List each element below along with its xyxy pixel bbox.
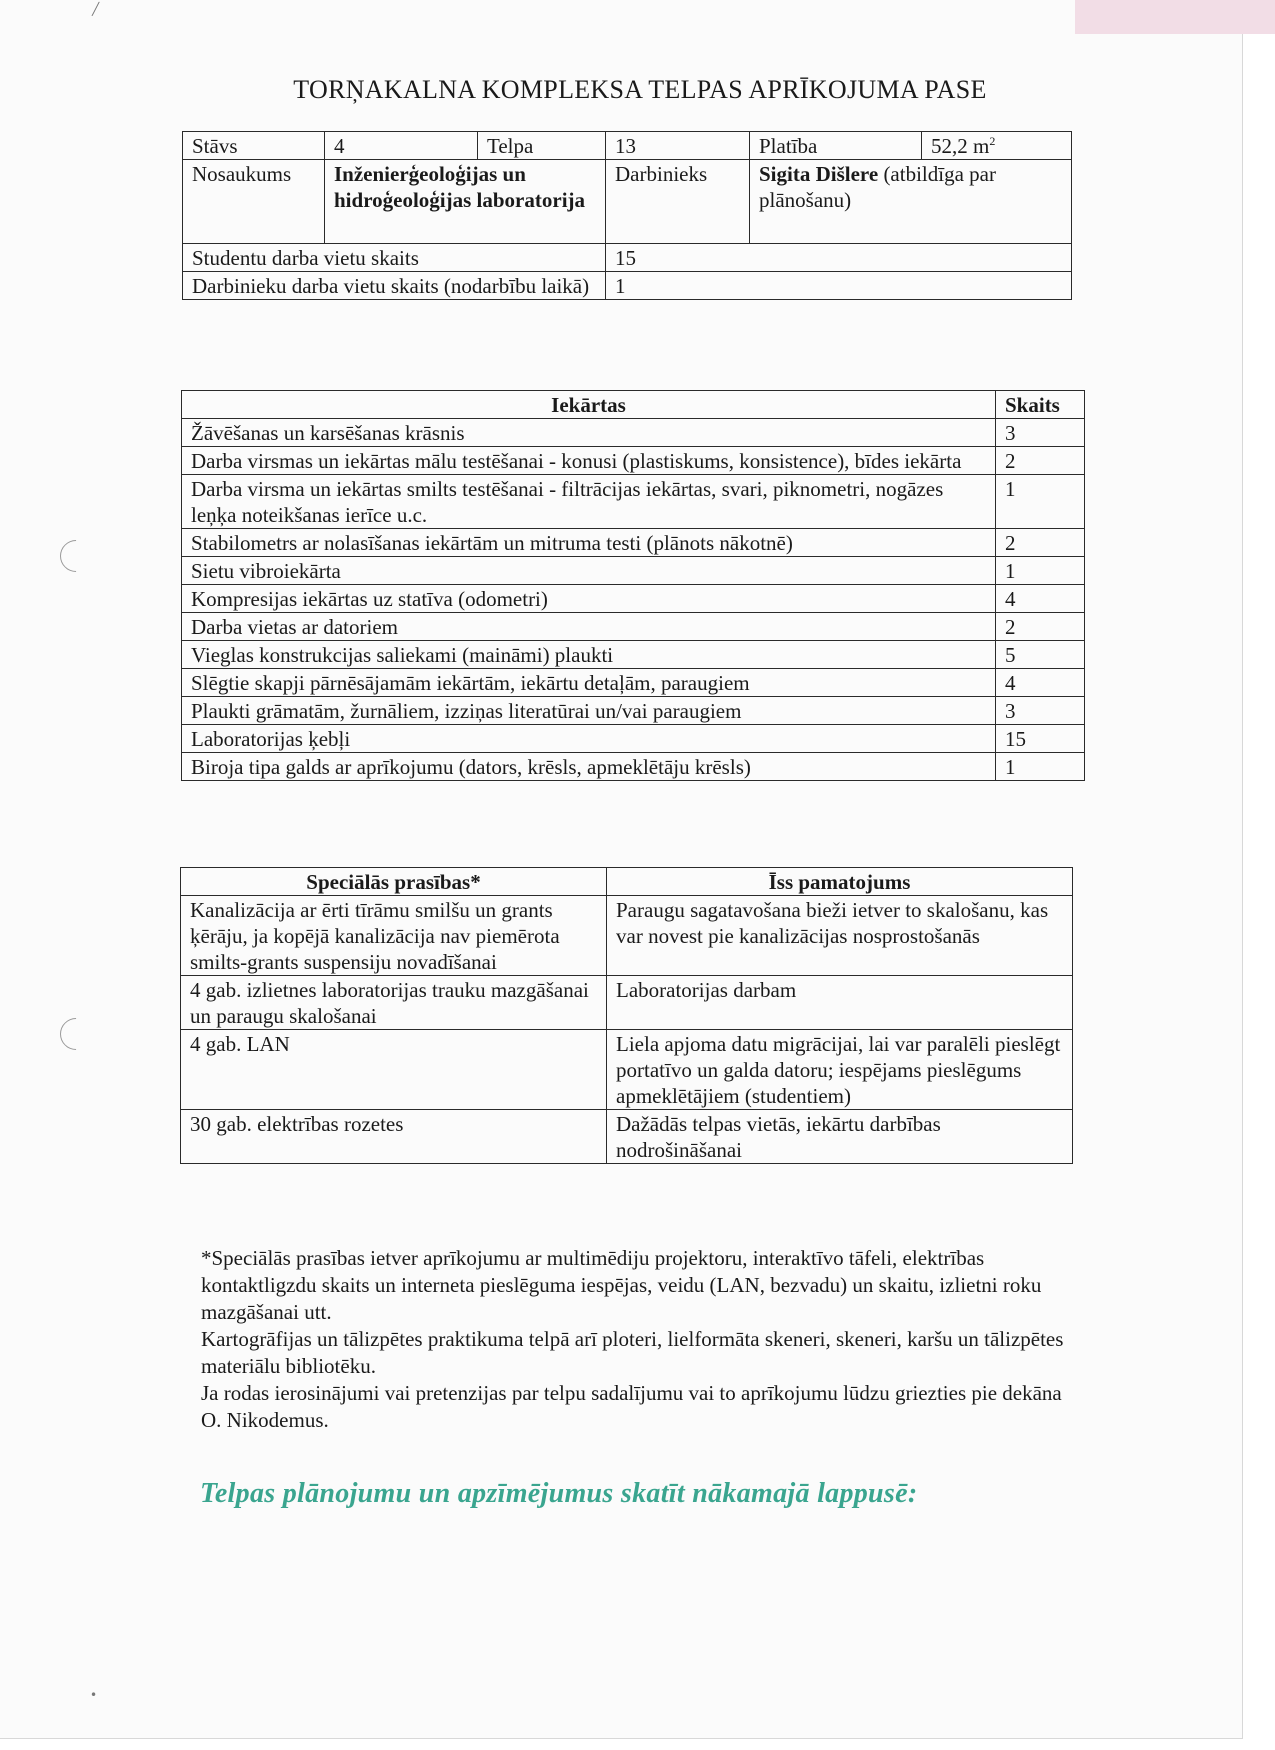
employee-note: (atbildīga par plānošanu) [759,162,996,212]
special-row [181,1110,1073,1164]
scan-mark-top: ╱ [92,2,100,16]
equipment-row [182,697,1085,725]
pink-tab-marker [1075,0,1275,34]
equipment-count: 1 [996,753,1085,781]
equipment-row [182,613,1085,641]
equipment-row [182,669,1085,697]
room-label: Telpa [478,132,606,160]
equipment-count: 2 [996,613,1085,641]
special-header-row [181,868,1073,896]
equipment-row [182,529,1085,557]
footnote-special: *Speciālās prasības ietver aprīkojumu ar multimēdiju projektoru, interaktīvo tāfeli, elektrības kontaktligzdu skaits un interneta pieslēguma iespējas, veidu (LAN, bezvadu) un skaitu, izlietni roku mazgāšanai utt. [201,1246,1042,1324]
equipment-header-item: Iekārtas [182,391,996,419]
room-value: 13 [606,132,750,160]
special-requirement: 4 gab. LAN [181,1030,607,1110]
equipment-item: Plaukti grāmatām, žurnāliem, izziņas literatūrai un/vai paraugiem [182,697,996,725]
special-reason: Paraugu sagatavošana bieži ietver to skalošanu, kas var novest pie kanalizācijas nosprostošanās [607,896,1073,976]
equipment-row [182,753,1085,781]
equipment-row [182,557,1085,585]
name-label: Nosaukums [183,160,325,244]
student-places-value: 15 [606,244,1072,272]
area-label: Platība [750,132,922,160]
info-row-staff [183,272,1072,300]
special-row [181,896,1073,976]
area-number: 52,2 m [931,134,990,158]
equipment-row [182,641,1085,669]
special-requirements-table [180,867,1073,1164]
room-name: Inženierģeoloģijas un hidroģeoloģijas laboratorija [334,162,586,212]
equipment-row [182,725,1085,753]
special-header-requirement: Speciālās prasības* [181,868,607,896]
area-value [922,132,1072,160]
equipment-item: Darba vietas ar datoriem [182,613,996,641]
equipment-item: Biroja tipa galds ar aprīkojumu (dators, krēsls, apmeklētāju krēsls) [182,753,996,781]
special-reason: Liela apjoma datu migrācijai, lai var paralēli pieslēgt portatīvo un galda datoru; iespējams pieslēgums apmeklētājiem (studentiem) [607,1030,1073,1110]
equipment-count: 1 [996,557,1085,585]
room-info-table [182,131,1072,300]
next-page-note: Telpas plānojumu un apzīmējumus skatīt nākamajā lappusē: [200,1478,918,1509]
equipment-item: Darba virsma un iekārtas smilts testēšanai - filtrācijas iekārtas, svari, piknometri, nogāzes leņķa noteikšanas ierīce u.c. [182,475,996,529]
staff-places-label: Darbinieku darba vietu skaits (nodarbību laikā) [183,272,606,300]
footnote-contact: Ja rodas ierosinājumi vai pretenzijas par telpu sadalījumu vai to aprīkojumu lūdzu griezties pie dekāna O. Nikodemus. [201,1381,1062,1432]
employee-value [750,160,1072,244]
equipment-item: Žāvēšanas un karsēšanas krāsnis [182,419,996,447]
equipment-item: Kompresijas iekārtas uz statīva (odometri) [182,585,996,613]
equipment-count: 5 [996,641,1085,669]
equipment-count: 4 [996,669,1085,697]
equipment-item: Darba virsmas un iekārtas mālu testēšanai - konusi (plastiskums, konsistence), bīdes iekārta [182,447,996,475]
equipment-item: Slēgtie skapji pārnēsājamām iekārtām, iekārtu detaļām, paraugiem [182,669,996,697]
name-value [325,160,606,244]
equipment-table [181,390,1085,781]
equipment-count: 4 [996,585,1085,613]
equipment-count: 1 [996,475,1085,529]
equipment-row [182,447,1085,475]
special-header-reason: Īss pamatojums [607,868,1073,896]
student-places-label: Studentu darba vietu skaits [183,244,606,272]
equipment-row [182,585,1085,613]
footnotes [201,1245,1081,1434]
staff-places-value: 1 [606,272,1072,300]
equipment-count: 3 [996,419,1085,447]
special-reason: Dažādās telpas vietās, iekārtu darbības nodrošināšanai [607,1110,1073,1164]
equipment-item: Laboratorijas ķebļi [182,725,996,753]
employee-label: Darbinieks [606,160,750,244]
special-requirement: 4 gab. izlietnes laboratorijas trauku mazgāšanai un paraugu skalošanai [181,976,607,1030]
info-row-name [183,160,1072,244]
equipment-item: Sietu vibroiekārta [182,557,996,585]
equipment-count: 2 [996,447,1085,475]
equipment-item: Vieglas konstrukcijas saliekami (maināmi) plaukti [182,641,996,669]
scan-mark-bottom: • [90,1688,98,1702]
equipment-row [182,419,1085,447]
page-title: TORŅAKALNA KOMPLEKSA TELPAS APRĪKOJUMA PASE [293,75,987,104]
info-row-floor [183,132,1072,160]
info-row-students [183,244,1072,272]
equipment-count: 3 [996,697,1085,725]
equipment-header-count: Skaits [996,391,1085,419]
floor-label: Stāvs [183,132,325,160]
equipment-row [182,475,1085,529]
employee-name: Sigita Dišlere [759,162,879,186]
equipment-header-row [182,391,1085,419]
equipment-count: 2 [996,529,1085,557]
special-row [181,976,1073,1030]
footnote-cartography: Kartogrāfijas un tālizpētes praktikuma telpā arī ploteri, lielformāta skeneri, skeneri, karšu un tālizpētes materiālu bibliotēku. [201,1327,1064,1378]
area-unit-exponent: 2 [989,134,996,148]
special-requirement: 30 gab. elektrības rozetes [181,1110,607,1164]
floor-value: 4 [325,132,478,160]
special-row [181,1030,1073,1110]
equipment-count: 15 [996,725,1085,753]
special-requirement: Kanalizācija ar ērti tīrāmu smilšu un grants ķērāju, ja kopējā kanalizācija nav piemērota smilts-grants suspensiju novadīšanai [181,896,607,976]
equipment-item: Stabilometrs ar nolasīšanas iekārtām un mitruma testi (plānots nākotnē) [182,529,996,557]
special-reason: Laboratorijas darbam [607,976,1073,1030]
